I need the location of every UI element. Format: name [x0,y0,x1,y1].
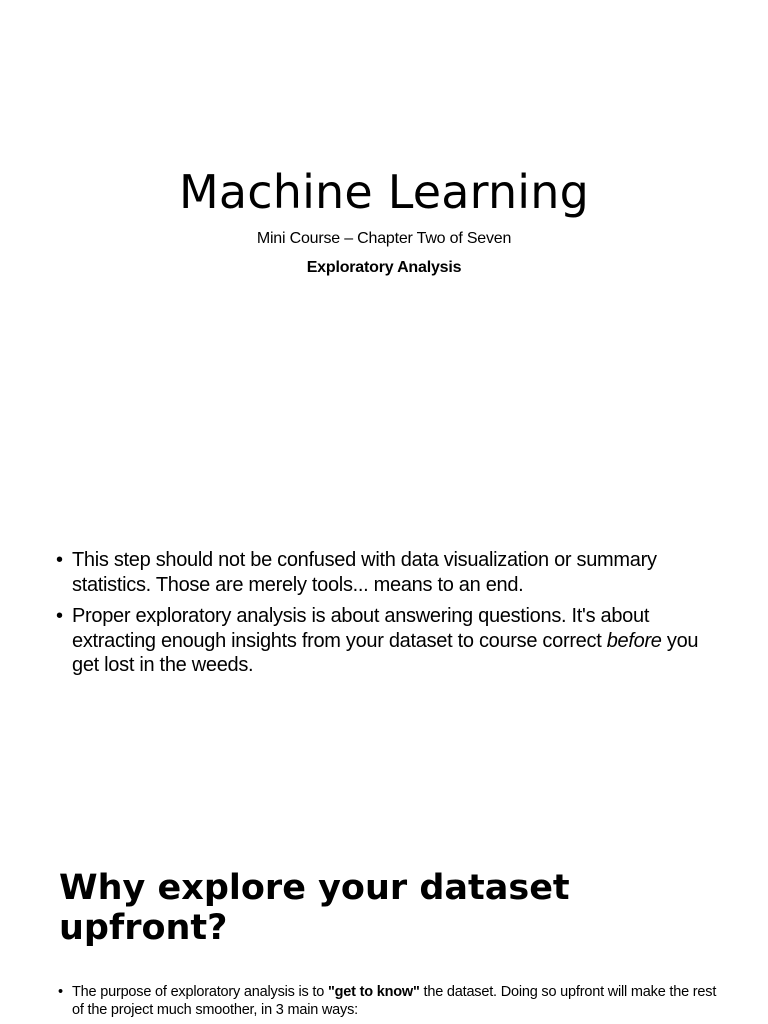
title-block [0,164,768,278]
section-heading: Why explore your dataset upfront? [59,868,570,948]
bullet-item [56,548,706,597]
main-title: Machine Learning [178,165,590,219]
bullet-text: Proper exploratory analysis is about answering questions. It's about extracting enough insights from your dataset to course correct [72,605,650,652]
bullet-text: you get lost in the weeds. [72,629,699,676]
emphasis-text: before [606,629,662,652]
why-bullet-list [58,983,718,1019]
bullet-item [56,604,706,678]
bullet-text: This step should not be confused with data visualization or summary statistics. Those are merely tools... means to an end. [72,549,657,596]
why-bullet-item [58,983,718,1019]
bullet-list [56,548,706,685]
subtitle: Mini Course – Chapter Two of Seven [256,230,512,247]
bullet-text: the dataset. Doing so upfront will make the rest of the project much smoother, in 3 main ways: [72,984,717,1018]
section-name: Exploratory Analysis [306,259,462,276]
strong-text: "get to know" [327,984,420,1000]
bullet-text: The purpose of exploratory analysis is to [72,984,328,1000]
